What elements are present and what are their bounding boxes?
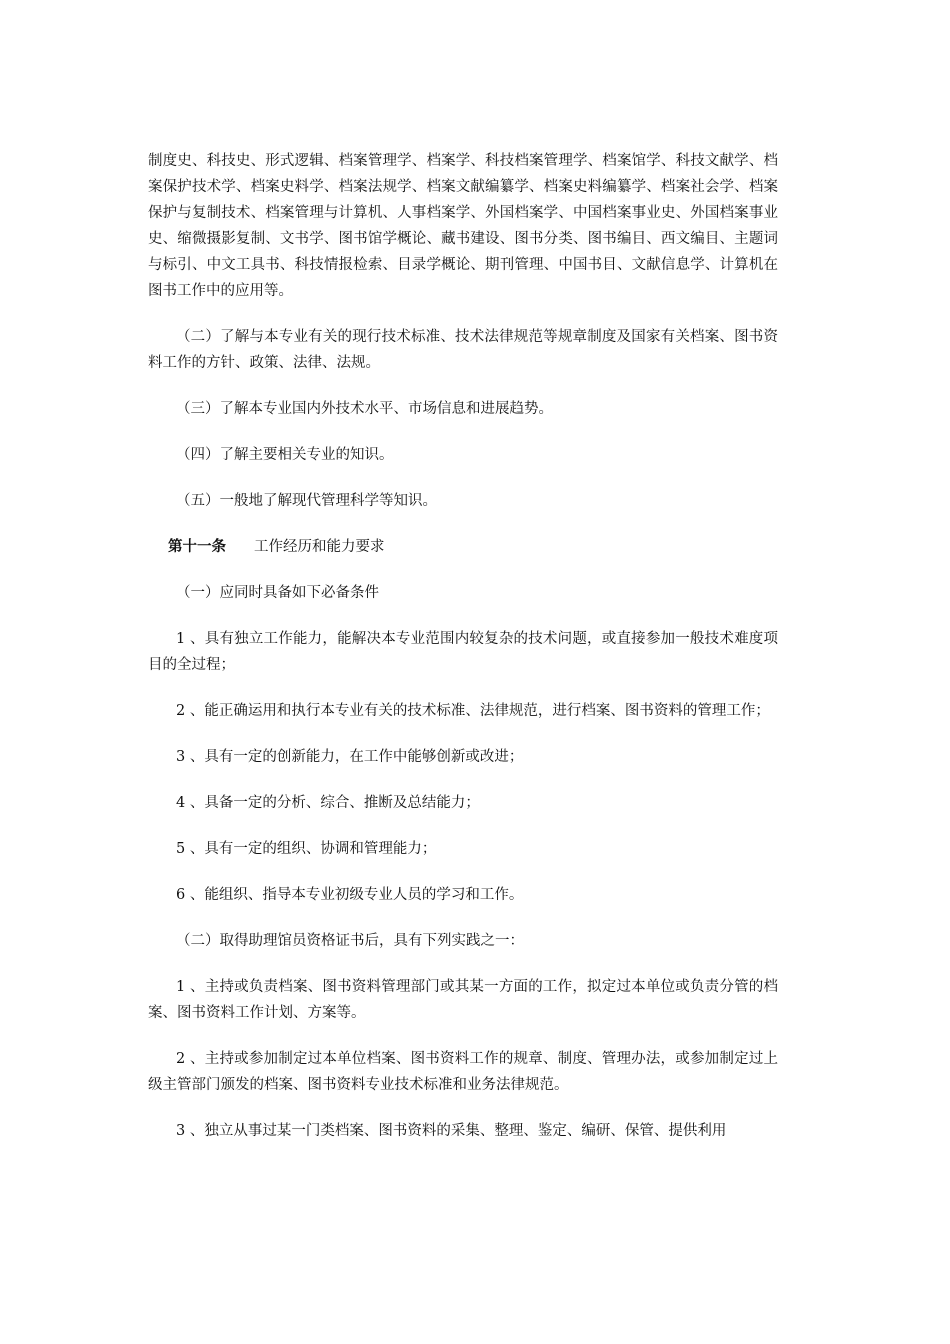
paragraph-practice-3: 3 、独立从事过某一门类档案、图书资料的采集、整理、鉴定、编研、保管、提供利用 (176, 1123, 727, 1139)
paragraph-practice-2: 2 、主持或参加制定过本单位档案、图书资料工作的规章、制度、管理办法，或参加制定过上级主管部门颁发的档案、图书资料专业技术标准和业务法律规范。 (148, 1051, 778, 1093)
article-number: 第十一条 (168, 538, 226, 555)
paragraph-requirement-2: 2 、能正确运用和执行本专业有关的技术标准、法律规范，进行档案、图书资料的管理工作； (176, 703, 770, 719)
paragraph-practice-intro: （二）取得助理馆员资格证书后，具有下列实践之一： (176, 933, 524, 949)
paragraph-course-list: 制度史、科技史、形式逻辑、档案管理学、档案学、科技档案管理学、档案馆学、科技文献学、档案保护技术学、档案史料学、档案法规学、档案文献编纂学、档案史料编纂学、档案社会学、档案保护与复制技术、档案管理与计算机、人事档案学、外国档案学、中国档案事业史、外国档案事业史、缩微摄影复制、文书学、图书馆学概论、藏书建设、图书分类、图书编目、西文编目、主题词与标引、中文工具书、科技情报检索、目录学概论、期刊管理、中国书目、文献信息学、计算机在图书工作中的应用等。 (148, 153, 778, 299)
article-title: 工作经历和能力要求 (254, 539, 385, 555)
paragraph-practice-1: 1 、主持或负责档案、图书资料管理部门或其某一方面的工作，拟定过本单位或负责分管的档案、图书资料工作计划、方案等。 (148, 979, 778, 1021)
paragraph-item-4: （四）了解主要相关专业的知识。 (176, 447, 394, 463)
paragraph-requirement-6: 6 、能组织、指导本专业初级专业人员的学习和工作。 (176, 887, 524, 903)
paragraph-requirement-3: 3 、具有一定的创新能力，在工作中能够创新或改进； (176, 749, 524, 765)
paragraph-requirement-1: 1 、具有独立工作能力，能解决本专业范围内较复杂的技术问题，或直接参加一般技术难度项目的全过程； (148, 631, 778, 673)
paragraph-requirement-4: 4 、具备一定的分析、综合、推断及总结能力； (176, 795, 480, 811)
document-body (148, 148, 778, 1144)
paragraph-item-3: （三）了解本专业国内外技术水平、市场信息和进展趋势。 (176, 401, 553, 417)
paragraph-item-2: （二）了解与本专业有关的现行技术标准、技术法律规范等规章制度及国家有关档案、图书资料工作的方针、政策、法律、法规。 (148, 329, 778, 371)
paragraph-requirement-5: 5 、具有一定的组织、协调和管理能力； (176, 841, 437, 857)
article-heading (148, 534, 778, 560)
paragraph-item-5: （五）一般地了解现代管理科学等知识。 (176, 493, 437, 509)
paragraph-requirements-intro: （一）应同时具备如下必备条件 (176, 585, 379, 601)
